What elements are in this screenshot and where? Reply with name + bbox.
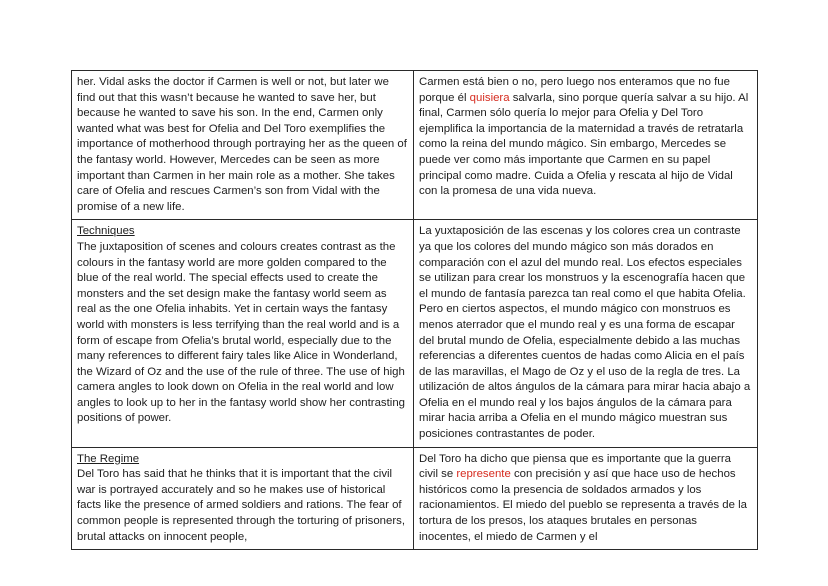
section-heading: The Regime [77, 452, 140, 465]
spanish-cell [414, 447, 758, 550]
table-row [72, 220, 758, 447]
english-cell [72, 220, 414, 447]
highlighted-word: represente [456, 468, 511, 481]
english-text: her. Vidal asks the doctor if Carmen is well or not, but later we find out that this wasn’t because he wanted to save her, but because he wanted to save his son. In the end, Carmen only wanted what was best for Ofelia and Del Toro exemplifies the importance of motherhood through portraying her as the queen of the fantasy world. However, Mercedes can be seen as more important than Carmen in her main role as a mother. She takes care of Ofelia and rescues Carmen’s son from Vidal with the promise of a new life. [77, 76, 407, 213]
spanish-text-before: Carmen está bien o no, pero luego nos enteramos que no fue porque él [419, 76, 730, 104]
spanish-text-before: Del Toro ha dicho que piensa que es importante que la guerra civil se [419, 452, 731, 481]
table-row [72, 71, 758, 220]
spanish-text-after: con precisión y así que hace uso de hechos históricos como la presencia de soldados armados y los racionamientos. El miedo del pueblo se representa a través de la tortura de los presos, los ataques brutales en personas inocentes, el miedo de Carmen y el [419, 468, 747, 543]
english-text: The juxtaposition of scenes and colours creates contrast as the colours in the fantasy world are more golden compared to the blue of the real world. The special effects used to create the monsters and the set design make the fantasy world seem as real as the one Ofelia inhabits. Yet in certain ways the fantasy world with monsters is less terrifying than the real world and is a form of escape from Ofelia’s brutal world, especially due to the many references to different fairy tales like Alice in Wonderland, the Wizard of Oz and the use of the rule of three. The use of high camera angles to look down on Ofelia in the real world and low angles to look up to her in the fantasy world show her contrasting positions of power. [77, 240, 405, 425]
spanish-cell [414, 71, 758, 220]
table-row [72, 447, 758, 550]
highlighted-word: quisiera [469, 91, 510, 104]
translation-table [71, 70, 758, 550]
spanish-text-after: salvarla, sino porque quería salvar a su hijo. Al final, Carmen sólo quería lo mejor para Ofelia y Del Toro ejemplifica la importancia de la maternidad a través de retratarla como la reina del mundo mágico. Sin embargo, Mercedes se puede ver como más importante que Carmen en su papel principal como madre. Cuida a Ofelia y rescata al hijo de Vidal con la promesa de una vida nueva. [419, 91, 749, 198]
english-cell [72, 447, 414, 550]
spanish-text: La yuxtaposición de las escenas y los colores crea un contraste ya que los colores del mundo mágico son más dorados en comparación con el azul del mundo real. Los efectos especiales se utilizan para crear los monstruos y la escenografía hacen que el mundo de fantasía parezca tan real como el que habita Ofelia. Pero en ciertos aspectos, el mundo mágico con monstruos es menos aterrador que el mundo real y es una forma de escapar del brutal mundo de Ofelia, especialmente debido a las muchas referencias a diferentes cuentos de hadas como Alicia en el país de las maravillas, el Mago de Oz y el uso de la regla de tres. La utilización de altos ángulos de la cámara para mirar hacia abajo a Ofelia en el mundo real y los bajos ángulos de la cámara para mirar hacia arriba a Ofelia en el mundo mágico muestran sus posiciones contrastantes de poder. [419, 225, 751, 441]
spanish-cell [414, 220, 758, 447]
english-cell [72, 71, 414, 220]
english-text: Del Toro has said that he thinks that it is important that the civil war is portrayed accurately and so he makes use of historical facts like the presence of armed soldiers and rations. The fear of common people is represented through the torturing of prisoners, brutal attacks on innocent people, [77, 468, 405, 543]
section-heading: Techniques [77, 225, 135, 238]
